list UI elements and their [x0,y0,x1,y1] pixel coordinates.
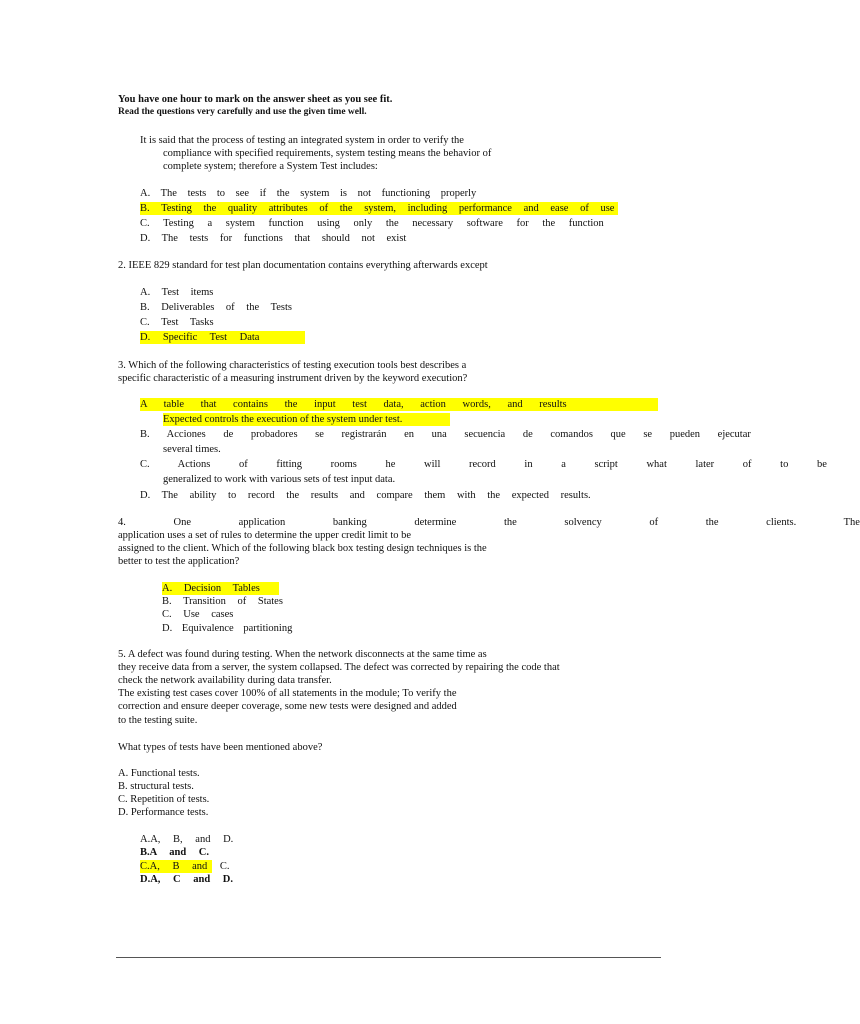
q5-answer-d: D.A, C and D. [140,874,234,885]
q4-option-b: B. Transition of States [162,596,283,607]
q3-stem-line1: 3. Which of the following characteristics of testing execution tools best describes a [118,360,467,371]
q5-para-line1: 5. A defect was found during testing. When the network disconnects at the same time as [118,649,487,660]
q5-question: What types of tests have been mentioned above? [118,742,323,753]
q2-option-a: A. Test items [140,287,214,298]
q5-answer-c-highlighted: C.A, B and C. [140,861,230,872]
q4-stem-line1: 4. One application banking determine the solvency of the clients. The [118,517,860,528]
q5-para-line6: to the testing suite. [118,715,198,726]
q5-para-line3: check the network availability during data transfer. [118,675,332,686]
q3-option-b-line1: B. Acciones de probadores se registrarán en una secuencia de comandos que se pueden ejecutar [140,429,751,440]
q4-option-a-highlighted: A. Decision Tables [162,582,279,595]
q1-stem-line2: compliance with specified requirements, system testing means the behavior of [163,148,492,159]
q4-stem-line2: application uses a set of rules to determine the upper credit limit to be [118,530,412,541]
q5-item-c: C. Repetition of tests. [118,794,210,805]
q4-stem-line4: better to test the application? [118,556,240,567]
footer-divider [116,957,661,958]
q3-option-d: D. The ability to record the results and compare them with the expected results. [140,490,591,501]
q5-para-line4: The existing test cases cover 100% of all statements in the module; To verify the [118,688,457,699]
q5-item-d: D. Performance tests. [118,807,209,818]
q4-stem-line3: assigned to the client. Which of the following black box testing design techniques is the [118,543,487,554]
q3-stem-line2: specific characteristic of a measuring instrument driven by the keyword execution? [118,373,468,384]
q5-item-b: B. structural tests. [118,781,194,792]
q1-stem-line3: complete system; therefore a System Test includes: [163,161,378,172]
q5-para-line5: correction and ensure deeper coverage, some new tests were designed and added [118,701,457,712]
q1-stem-line1: It is said that the process of testing an integrated system in order to verify the [140,135,464,146]
q4-option-c: C. Use cases [162,609,234,620]
q3-option-a-line1-highlighted: A table that contains the input test data, action words, and results [140,398,658,411]
q3-option-c-line1: C. Actions of fitting rooms he will record in a script what later of to be [140,459,827,470]
q2-option-d-highlighted: D. Specific Test Data [140,331,305,344]
q4-option-d: D. Equivalence partitioning [162,623,293,634]
q2-option-b: B. Deliverables of the Tests [140,302,293,313]
q5-answer-b: B.A and C. [140,847,210,858]
q3-option-c-line2: generalized to work with various sets of test input data. [163,474,396,485]
q1-option-d: D. The tests for functions that should not exist [140,233,407,244]
q1-option-c: C. Testing a system function using only the necessary software for the function [140,218,604,229]
instructions-subtitle: Read the questions very carefully and use the given time well. [118,107,367,117]
q5-item-a: A. Functional tests. [118,768,200,779]
q2-option-c: C. Test Tasks [140,317,214,328]
q5-para-line2: they receive data from a server, the system collapsed. The defect was corrected by repairing the code that [118,662,560,673]
instructions-title: You have one hour to mark on the answer sheet as you see fit. [118,94,393,105]
q5-answer-a: A.A, B, and D. [140,834,234,845]
q1-option-a: A. The tests to see if the system is not functioning properly [140,188,477,199]
q3-option-a-line2-highlighted: Expected controls the execution of the system under test. [163,413,450,426]
q3-option-b-line2: several times. [163,444,221,455]
q1-option-b-highlighted: B. Testing the quality attributes of the system, including performance and ease of use [140,202,618,215]
q2-stem: 2. IEEE 829 standard for test plan documentation contains everything afterwards except [118,260,488,271]
